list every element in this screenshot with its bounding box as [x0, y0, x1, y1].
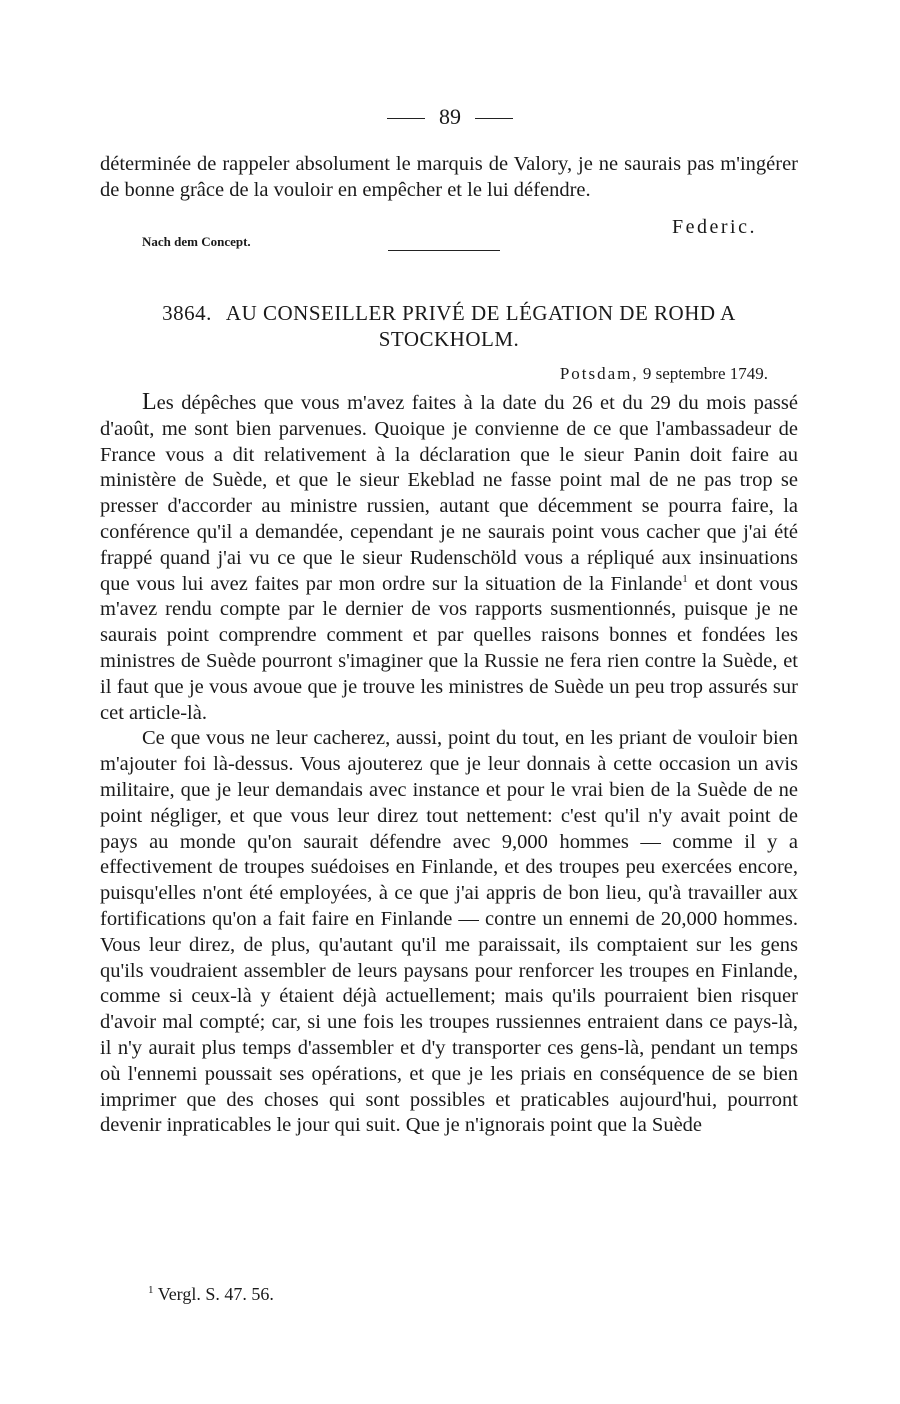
header-dash-left [387, 118, 425, 119]
page-header [0, 104, 900, 130]
dateline [560, 364, 768, 384]
paragraph-2: Ce que vous ne leur cacherez, aussi, point du tout, en les priant de vouloir bien m'ajouter foi là-dessus. Vous ajouterez que je leur donnais à cette occasion un avis militaire, que je leur demandais avec instance et pour le vrai bien de la Suède de ne point négliger, et que vous leur direz tout nettement: c'est qu'il n'y avait point de pays au monde qu'on saurait défendre avec 9,000 hommes — comme il y a effectivement de troupes suédoises en Finlande, et des troupes peu exercées encore, puisqu'elles n'ont été employées, à ce que j'ai appris de bon lieu, qu'à travailler aux fortifications qu'on a fait faire en Finlande — contre un ennemi de 20,000 hommes. Vous leur direz, de plus, qu'autant qu'il me paraissait, ils comptaient sur les gens qu'ils voudraient assembler de leurs paysans pour renforcer les troupes en Finlande, comme si ceux-là y étaient déjà actuellement; mais qu'ils pourraient bien risquer d'avoir mal compté; car, si une fois les troupes russiennes entraient dans ce pays-là, il n'y aurait plus temps d'assembler et d'y transporter ces gens-là, pendant un temps où l'ennemi poussait ses opérations, et que je les priais en conséquence de se bien imprimer que des choses qui sont possibles et praticables aujourd'hui, pourront devenir inpraticables le jour qui suit. Que je n'ignorais point que la Suède [100, 727, 798, 1137]
dateline-place: Potsdam, [559, 364, 639, 383]
letter-title: AU CONSEILLER PRIVÉ DE LÉGATION DE ROHD A STOCKHOLM. [225, 301, 736, 351]
letter-body [100, 390, 798, 1139]
footnote [148, 1284, 274, 1305]
continuation-text: déterminée de rappeler absolument le marquis de Valory, je ne saurais pas m'ingérer de bonne grâce de la vouloir en empêcher et le lui défendre. [100, 153, 798, 201]
letter-number: 3864. [162, 301, 212, 325]
section-divider [388, 250, 500, 251]
footnote-reference: 1 [682, 572, 688, 585]
page-number: 89 [439, 104, 461, 129]
footnote-mark: 1 [148, 1284, 154, 1296]
header-dash-right [475, 118, 513, 119]
letter-heading [100, 300, 798, 352]
signature: Federic. [672, 216, 757, 238]
paragraph-1-part-a: Les dépêches que vous m'avez faites à la date du 26 et du 29 du mois passé d'août, me sont bien parvenues. Quoique je convienne de ce que l'ambassadeur de France vous a dit relativement à la déclaration que le sieur Panin doit faire au ministère de Suède, et que le sieur Ekeblad ne fasse point mal de ne pas trop se presser d'accorder au ministre russien, autant que décemment se pourra faire, la conférence qu'il a demandée, cependant je ne saurais point vous cacher que j'ai été frappé quand j'ai vu ce que le sieur Rudenschöld vous a répliqué aux insinuations que vous lui avez faites par mon ordre sur la situation de la Finlande [100, 389, 798, 595]
paragraph-1 [100, 390, 798, 726]
paragraph-1-part-b: et dont vous m'avez rendu compte par le dernier de vos rapports susmentionnés, puisque je ne saurais point comprendre comment et par quelles raisons bonnes et fondées les ministres de Suède pourront s'imaginer que la Russie ne fera rien contre la Suède, et il faut que je vous avoue que je trouve les ministres de Suède un peu trop assurés sur cet article-là. [100, 572, 798, 724]
footnote-text: Vergl. S. 47. 56. [157, 1284, 274, 1304]
dateline-date: 9 septembre 1749. [642, 364, 768, 383]
source-note: Nach dem Concept. [142, 234, 251, 249]
